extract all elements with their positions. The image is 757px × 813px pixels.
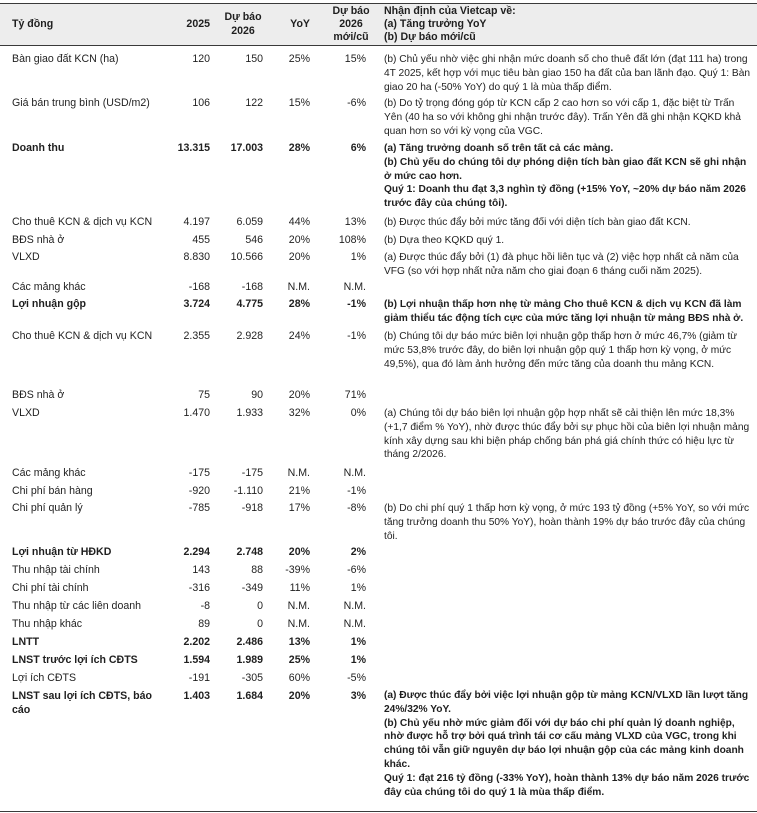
row-2-label: Doanh thu [12,142,65,154]
row-18-y2025: 89 [198,618,210,630]
note-2-para-0: (a) Tăng trưởng doanh số trên tất cả các mảng. [384,143,614,154]
row-6-y2026: -168 [241,281,263,293]
row-8-y2025: 2.355 [183,330,210,342]
row-9-y2025: 75 [198,389,210,401]
header-top-border [0,3,757,4]
row-19-y2025: 2.202 [183,636,210,648]
row-10-y2026: 1.933 [236,407,263,419]
row-20-label: LNST trước lợi ích CĐTS [12,654,138,666]
row-1-chg: -6% [347,97,366,109]
note-5-para-0: (a) Được thúc đẩy bởi (1) đà phục hồi liên tục và (2) việc hợp nhất cả năm của VFG (so với hợp nhất nửa năm cho giai đoạn 6 tháng cuối năm 2025). [384,252,739,277]
row-19-label: LNTT [12,636,40,648]
row-10-y2025: 1.470 [183,407,210,419]
row-15-y2025: 143 [192,564,210,576]
note-4 [384,234,754,248]
row-0-y2026: 150 [245,53,263,65]
row-6-label: Các mảng khác [12,281,86,293]
row-5-y2026: 10.566 [230,251,263,263]
header-forecast-line1: Dự báo [224,11,262,23]
row-22-yoy: 20% [288,690,310,702]
row-13-y2026: -918 [241,502,263,514]
note-10-para-1: (b) Chủ yếu nhờ mức giảm đối với dự báo chi phí quản lý doanh nghiệp, nhờ được hỗ trợ bởi quá trình tái cơ cấu mảng VLXD của VGC, trong khi chúng tôi vẫn giữ nguyên dự báo lợi nhuận gộp của các mảng kinh doanh khác. [384,717,744,770]
row-18-chg: N.M. [343,618,366,630]
row-21-y2026: -305 [241,672,263,684]
row-7-yoy: 28% [288,298,310,310]
row-22-label: LNST sau lợi ích CĐTS, báo cáo [12,690,152,716]
row-15-label: Thu nhập tài chính [12,564,100,576]
row-4-label: BĐS nhà ở [12,234,65,246]
row-12-yoy: 21% [288,485,310,497]
row-1-y2026: 122 [245,97,263,109]
note-9-para-0: (b) Do chi phí quý 1 thấp hơn kỳ vọng, ở mức 193 tỷ đồng (+5% YoY, so với mức tăng trưởng doanh thu 50% YoY), hoàn thành 19% dự báo trước đây của chúng tôi. [384,503,750,542]
header-change-line3: mới/cũ [333,31,369,43]
row-1-y2025: 106 [192,97,210,109]
row-9-chg: 71% [344,389,366,401]
row-11-label: Các mảng khác [12,467,86,479]
row-4-y2026: 546 [245,234,263,246]
note-5 [384,251,754,279]
row-9-label: BĐS nhà ở [12,389,65,401]
row-9-yoy: 20% [288,389,310,401]
note-0-para-0: (b) Chủ yếu nhờ việc ghi nhận mức doanh số cho thuê đất lớn (đạt 111 ha) trong 4T 2025, kết hợp với mục tiêu bàn giao 150 ha đất của ban lãnh đạo. Quý 1: Bàn giao 20 ha (-50% YoY) do quý 1 là mùa thấp điểm. [384,54,751,93]
row-2-chg: 6% [350,142,366,154]
row-6-y2025: -168 [188,281,210,293]
row-19-y2026: 2.486 [236,636,263,648]
note-10-para-0: (a) Được thúc đẩy bởi việc lợi nhuận gộp từ mảng KCN/VLXD lần lượt tăng 24%/32% YoY. [384,690,749,715]
note-6-para-0: (b) Lợi nhuận thấp hơn nhẹ từ mảng Cho thuê KCN & dịch vụ KCN đã làm giảm thiểu tác động tích cực của mức tăng lợi nhuận từ mảng BĐS nhà ở. [384,299,744,324]
row-4-chg: 108% [338,234,366,246]
row-0-chg: 15% [344,53,366,65]
note-7-para-0: (b) Chúng tôi dự báo mức biên lợi nhuận gộp thấp hơn ở mức 46,7% (giảm từ mức 53,8% trước đây, do biên lợi nhuận gộp quý 1 thấp hơn kỳ vọng, ở mức 49,5%), qua đó làm ảnh hưởng đến mức tăng của doanh thu mảng KCN. [384,331,738,370]
row-21-label: Lợi ích CĐTS [12,672,77,684]
row-15-y2026: 88 [251,564,263,576]
row-16-label: Chi phí tài chính [12,582,89,594]
row-10-label: VLXD [12,407,40,419]
note-1 [384,97,754,138]
row-17-y2026: 0 [257,600,263,612]
row-20-y2025: 1.594 [183,654,210,666]
note-2-para-2: Quý 1: Doanh thu đạt 3,3 nghìn tỷ đồng (+15% YoY, ~20% dự báo năm 2026 trước đây của chúng tôi). [384,184,746,210]
row-13-y2025: -785 [188,502,210,514]
row-18-y2026: 0 [257,618,263,630]
header-notes-a: (a) Tăng trưởng YoY [384,18,487,30]
row-7-y2025: 3.724 [183,298,210,310]
row-12-label: Chi phí bán hàng [12,485,93,497]
note-8 [384,407,754,462]
header-2025: 2025 [186,18,210,30]
note-1-para-0: (b) Do tỷ trọng đóng góp từ KCN cấp 2 cao hơn so với cấp 1, đặc biệt từ Trấn Yên (40 ha so với không ghi nhận trước đây). Trấn Yên đã ghi nhận KQKD khả quan hơn so với kỳ vọng của VGC. [384,98,741,137]
row-12-y2025: -920 [188,485,210,497]
row-7-label: Lợi nhuận gộp [12,298,87,310]
table-bottom-border [0,811,757,812]
row-18-label: Thu nhập khác [12,618,83,630]
row-9-y2026: 90 [251,389,263,401]
note-4-para-0: (b) Dựa theo KQKD quý 1. [384,235,505,246]
note-10 [384,689,754,799]
row-15-yoy: -39% [285,564,310,576]
note-7 [384,330,754,371]
row-11-y2025: -175 [188,467,210,479]
row-5-y2025: 8.830 [183,251,210,263]
note-2 [384,142,754,211]
row-8-label: Cho thuê KCN & dịch vụ KCN [12,330,153,342]
row-6-chg: N.M. [343,281,366,293]
row-13-chg: -8% [347,502,366,514]
row-16-y2025: -316 [188,582,210,594]
row-16-y2026: -349 [241,582,263,594]
row-5-label: VLXD [12,251,40,263]
row-17-chg: N.M. [343,600,366,612]
header-bottom-border [0,45,757,46]
note-0 [384,53,754,94]
row-11-y2026: -175 [241,467,263,479]
row-2-y2026: 17.003 [230,142,263,154]
row-4-yoy: 20% [288,234,310,246]
row-22-y2026: 1.684 [236,690,263,702]
row-20-chg: 1% [350,654,366,666]
row-14-y2025: 2.294 [183,546,210,558]
note-3-para-0: (b) Được thúc đẩy bởi mức tăng đối với diện tích bàn giao đất KCN. [384,217,691,228]
header-change-line1: Dự báo [332,5,370,17]
row-12-chg: -1% [347,485,366,497]
row-3-y2025: 4.197 [183,216,210,228]
row-3-label: Cho thuê KCN & dịch vụ KCN [12,216,153,228]
row-19-chg: 1% [350,636,366,648]
row-10-chg: 0% [350,407,366,419]
header-label: Tỷ đồng [12,18,54,30]
header-yoy: YoY [290,18,310,30]
note-9 [384,502,754,543]
note-8-para-0: (a) Chúng tôi dự báo biên lợi nhuận gộp hợp nhất sẽ cải thiện lên mức 18,3% (+1,7 điểm % YoY), nhờ được thúc đẩy bởi sự phục hồi của biên lợi nhuận mảng kính xây dựng sau khi biện pháp chống bán phá giá chính thức có hiệu lực từ tháng 2/2026. [384,408,750,461]
row-5-chg: 1% [350,251,366,263]
row-16-yoy: 11% [289,582,310,594]
row-17-y2025: -8 [200,600,210,612]
row-21-y2025: -191 [188,672,210,684]
row-4-y2025: 455 [192,234,210,246]
row-13-label: Chi phí quản lý [12,502,83,514]
row-6-yoy: N.M. [287,281,310,293]
row-10-yoy: 32% [288,407,310,419]
row-2-yoy: 28% [288,142,310,154]
row-12-y2026: -1.110 [233,485,263,497]
row-7-chg: -1% [347,298,366,310]
header-notes-b: (b) Dự báo mới/cũ [384,31,476,43]
row-14-chg: 2% [350,546,366,558]
row-22-y2025: 1.403 [183,690,210,702]
header-forecast-line2: 2026 [231,25,255,37]
row-21-chg: -5% [347,672,366,684]
row-8-chg: -1% [347,330,366,342]
row-0-yoy: 25% [288,53,310,65]
row-11-chg: N.M. [343,467,366,479]
row-8-yoy: 24% [288,330,310,342]
note-3 [384,216,754,230]
row-1-yoy: 15% [288,97,310,109]
row-5-yoy: 20% [288,251,310,263]
header-change-line2: 2026 [339,18,363,30]
row-18-yoy: N.M. [287,618,310,630]
row-20-y2026: 1.989 [236,654,263,666]
row-0-y2025: 120 [192,53,210,65]
row-1-label: Giá bán trung bình (USD/m2) [12,97,150,109]
row-15-chg: -6% [347,564,366,576]
row-8-y2026: 2.928 [236,330,263,342]
row-3-yoy: 44% [288,216,310,228]
row-11-yoy: N.M. [287,467,310,479]
row-17-yoy: N.M. [287,600,310,612]
note-2-para-1: (b) Chủ yếu do chúng tôi dự phóng diện tích bàn giao đất KCN sẽ ghi nhận ở mức cao hơn. [384,156,747,182]
note-6 [384,298,754,326]
row-13-yoy: 17% [288,502,310,514]
row-0-label: Bàn giao đất KCN (ha) [12,53,119,65]
row-14-yoy: 20% [288,546,310,558]
header-notes-title: Nhận định của Vietcap về: [384,5,516,17]
row-2-y2025: 13.315 [177,142,210,154]
row-14-label: Lợi nhuận từ HĐKD [12,546,112,558]
row-17-label: Thu nhập từ các liên doanh [12,600,142,612]
row-21-yoy: 60% [288,672,310,684]
row-3-chg: 13% [344,216,366,228]
table-header [0,4,757,45]
row-22-chg: 3% [350,690,366,702]
row-7-y2026: 4.775 [236,298,263,310]
row-20-yoy: 25% [288,654,310,666]
row-16-chg: 1% [350,582,366,594]
row-14-y2026: 2.748 [236,546,263,558]
row-19-yoy: 13% [288,636,310,648]
row-3-y2026: 6.059 [236,216,263,228]
note-10-para-2: Quý 1: đạt 216 tỷ đồng (-33% YoY), hoàn thành 13% dự báo năm 2026 trước đây của chúng tôi do quý 1 là mùa thấp điểm. [384,772,750,798]
